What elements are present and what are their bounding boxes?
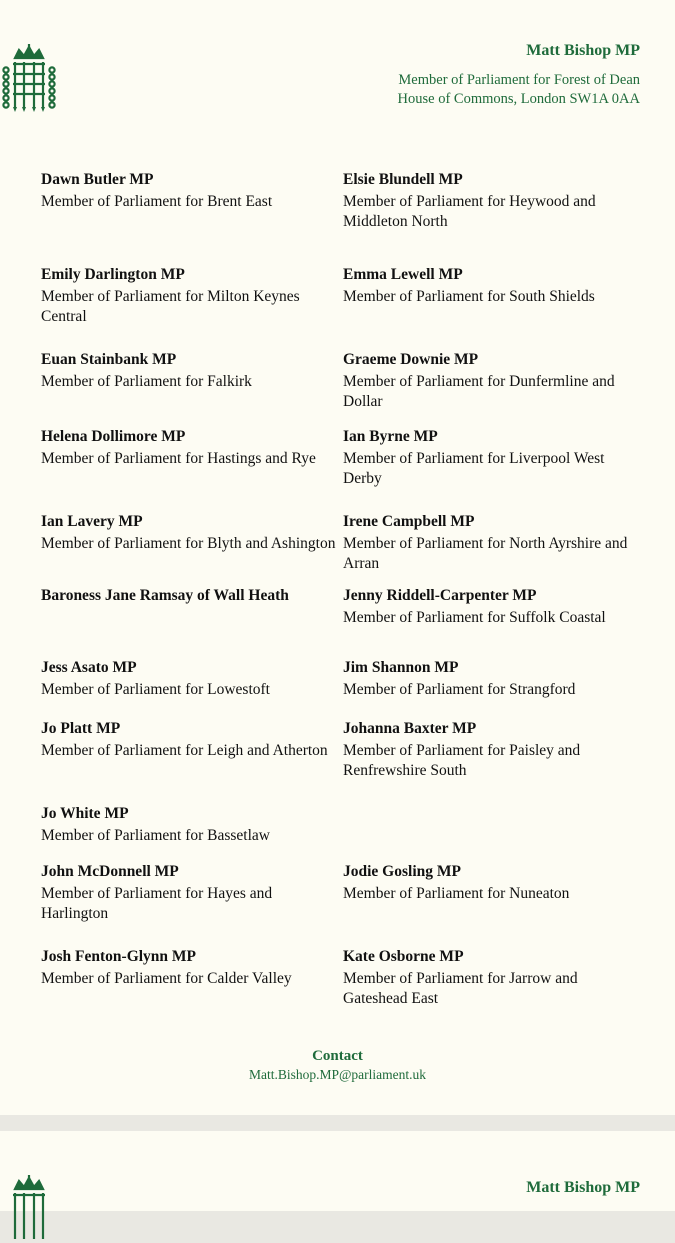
signatory xyxy=(343,947,643,1008)
signatory-name: Josh Fenton-Glynn MP xyxy=(41,948,197,965)
signatory-name: Jo Platt MP xyxy=(41,720,121,737)
signatory-constituency: Member of Parliament for Blyth and Ashington xyxy=(41,535,336,552)
signatory xyxy=(41,427,341,469)
signatory-constituency: Member of Parliament for Hayes and Harlington xyxy=(41,885,273,922)
signatory-constituency: Member of Parliament for Calder Valley xyxy=(41,970,292,987)
letter-page-next xyxy=(0,1131,675,1211)
signatory xyxy=(343,512,643,573)
signatory-name: Emma Lewell MP xyxy=(343,266,463,283)
sender-name: Matt Bishop MP xyxy=(526,1179,640,1196)
signatory xyxy=(343,719,643,780)
signatory xyxy=(41,350,341,392)
signatory-constituency: Member of Parliament for Heywood and Middleton North xyxy=(343,193,596,230)
signatory-name: Irene Campbell MP xyxy=(343,513,475,530)
signatory-name: Ian Byrne MP xyxy=(343,428,438,445)
signatory-name: Ian Lavery MP xyxy=(41,513,143,530)
sender-name: Matt Bishop MP xyxy=(526,42,640,59)
signatory-constituency: Member of Parliament for Brent East xyxy=(41,193,273,210)
signatory xyxy=(41,658,341,700)
signatory xyxy=(343,658,643,700)
signatory xyxy=(343,427,643,488)
contact-email-link[interactable]: Matt.Bishop.MP@parliament.uk xyxy=(248,1067,427,1082)
letterhead xyxy=(398,41,640,109)
signatory-constituency: Member of Parliament for Hastings and Rye xyxy=(41,450,316,467)
signatory-constituency: Member of Parliament for Milton Keynes Central xyxy=(41,288,300,325)
signatory-name: Emily Darlington MP xyxy=(41,266,185,283)
signatory xyxy=(41,265,341,326)
signatory-name: Helena Dollimore MP xyxy=(41,428,186,445)
signatory-constituency: Member of Parliament for Liverpool West Derby xyxy=(343,450,605,487)
signatory-constituency: Member of Parliament for Paisley and Renfrewshire South xyxy=(343,742,581,779)
signatory-name: Elsie Blundell MP xyxy=(343,171,463,188)
signatory-name: Jo White MP xyxy=(41,805,129,822)
signatory-name: Jodie Gosling MP xyxy=(343,863,461,880)
signatory xyxy=(41,804,341,846)
signatory-name: Jenny Riddell-Carpenter MP xyxy=(343,587,537,604)
signatory-constituency: Member of Parliament for Strangford xyxy=(343,681,576,698)
signatory-name: Jess Asato MP xyxy=(41,659,137,676)
signatory xyxy=(343,862,643,904)
signatory xyxy=(343,586,643,628)
signatory-constituency: Member of Parliament for Nuneaton xyxy=(343,885,570,902)
portcullis-icon xyxy=(1,1175,57,1243)
signatory-constituency: Member of Parliament for Dunfermline and Dollar xyxy=(343,373,615,410)
signatory-constituency: Member of Parliament for Falkirk xyxy=(41,373,252,390)
signatory-constituency: Member of Parliament for Leigh and Atherton xyxy=(41,742,328,759)
signatory-name: Baroness Jane Ramsay of Wall Heath xyxy=(41,587,289,604)
signatory xyxy=(343,350,643,411)
signatory-constituency: Member of Parliament for Bassetlaw xyxy=(41,827,270,844)
signatory-name: Dawn Butler MP xyxy=(41,171,154,188)
signatory-name: Graeme Downie MP xyxy=(343,351,479,368)
signatory-name: Kate Osborne MP xyxy=(343,948,464,965)
signatory-constituency: Member of Parliament for Jarrow and Gateshead East xyxy=(343,970,578,1007)
contact-block xyxy=(0,1046,675,1084)
sender-address: House of Commons, London SW1A 0AA xyxy=(397,91,640,107)
contact-heading: Contact xyxy=(312,1048,363,1064)
signatory-constituency: Member of Parliament for Suffolk Coastal xyxy=(343,609,606,626)
signatory xyxy=(343,170,643,231)
signatory xyxy=(41,947,341,989)
signatory xyxy=(41,719,341,761)
signatory xyxy=(41,862,341,923)
sender-role: Member of Parliament for Forest of Dean xyxy=(398,72,640,88)
signatory-name: Johanna Baxter MP xyxy=(343,720,477,737)
signatory xyxy=(41,586,341,606)
signatory-name: John McDonnell MP xyxy=(41,863,179,880)
signatory xyxy=(343,265,643,307)
portcullis-icon xyxy=(1,44,57,112)
letterhead xyxy=(526,1178,640,1198)
signatory-constituency: Member of Parliament for South Shields xyxy=(343,288,595,305)
signatory-constituency: Member of Parliament for North Ayrshire and Arran xyxy=(343,535,628,572)
signatory-name: Euan Stainbank MP xyxy=(41,351,177,368)
signatory-name: Jim Shannon MP xyxy=(343,659,459,676)
signatory xyxy=(41,512,341,554)
signatory xyxy=(41,170,341,212)
signatory-constituency: Member of Parliament for Lowestoft xyxy=(41,681,270,698)
